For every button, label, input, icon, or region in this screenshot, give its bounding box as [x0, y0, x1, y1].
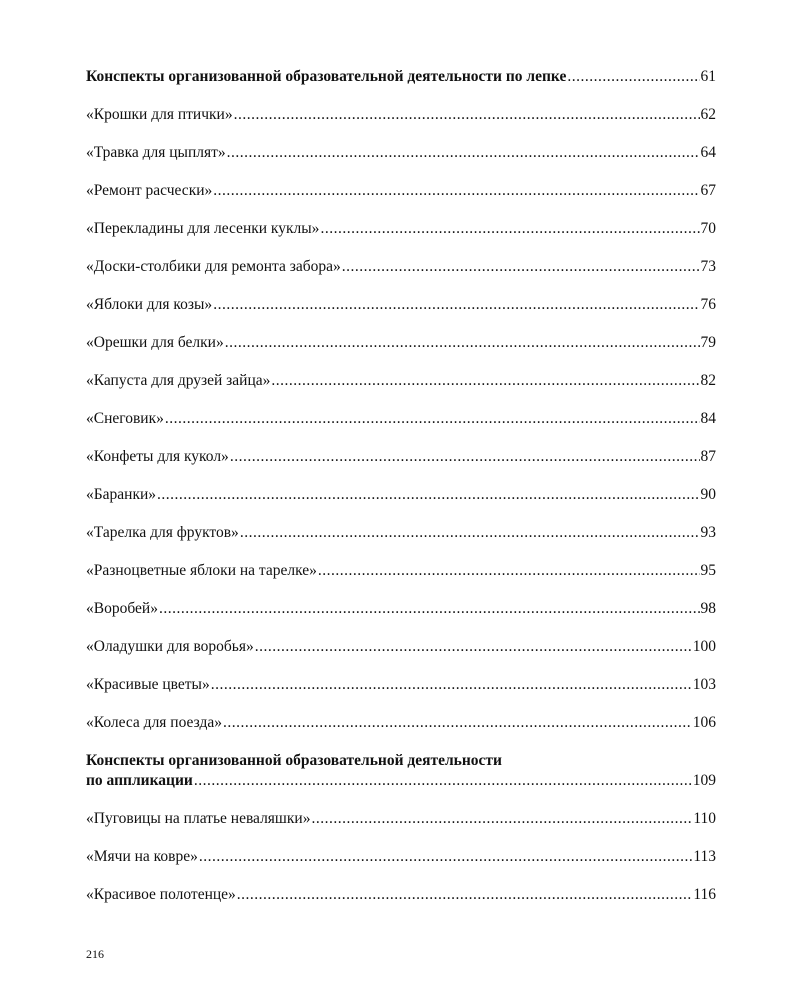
toc-entry — [86, 295, 716, 315]
toc-leader-dots — [157, 485, 699, 505]
toc-entry-title: «Конфеты для кукол» — [86, 448, 229, 465]
toc-entry-page: 95 — [700, 562, 716, 579]
toc-entry-title: «Перекладины для лесенки куклы» — [86, 220, 320, 237]
toc-applique-section — [86, 809, 716, 905]
toc-entry — [86, 67, 716, 87]
toc-leader-dots — [230, 447, 700, 467]
toc-leader-dots — [234, 105, 700, 125]
toc-leader-dots — [159, 599, 700, 619]
toc-entry-title: «Воробей» — [86, 600, 158, 617]
toc-leader-dots — [271, 371, 699, 391]
toc-leader-dots — [213, 295, 699, 315]
toc-leader-dots — [342, 257, 700, 277]
toc-entry — [86, 885, 716, 905]
toc-leader-dots — [237, 885, 693, 905]
toc-entry — [86, 333, 716, 353]
toc-entry-page: 109 — [692, 772, 716, 789]
toc-entry-page: 103 — [692, 676, 716, 693]
toc-entry — [86, 675, 716, 695]
toc-leader-dots — [255, 637, 692, 657]
toc-entry — [86, 371, 716, 391]
toc-entry — [86, 105, 716, 125]
toc-entry-page: 113 — [693, 848, 716, 865]
toc-entry-title: «Яблоки для козы» — [86, 296, 213, 313]
toc-entry-title: «Пуговицы на платье неваляшки» — [86, 810, 311, 827]
toc-leader-dots — [225, 333, 700, 353]
toc-entry-title: «Снеговик» — [86, 410, 164, 427]
toc-leader-dots — [318, 561, 700, 581]
toc-entry — [86, 409, 716, 429]
toc-entry-page: 100 — [692, 638, 716, 655]
toc-entry — [86, 219, 716, 239]
toc-entry-page: 61 — [700, 68, 716, 85]
toc-entry-title: «Капуста для друзей зайца» — [86, 372, 271, 389]
toc-entry — [86, 523, 716, 543]
toc-entry — [86, 809, 716, 829]
toc-entry — [86, 181, 716, 201]
toc-entry-title: «Баранки» — [86, 486, 157, 503]
toc-entry — [86, 599, 716, 619]
toc-entry-page: 70 — [700, 220, 716, 237]
toc-leader-dots — [211, 675, 692, 695]
toc-entry-title: «Ремонт расчески» — [86, 182, 213, 199]
toc-entry-page: 90 — [700, 486, 716, 503]
toc-entry-page: 116 — [693, 886, 716, 903]
toc-entry-page: 64 — [700, 144, 716, 161]
toc-leader-dots — [227, 143, 700, 163]
toc-entry-title: «Тарелка для фруктов» — [86, 524, 239, 541]
toc-leader-dots — [213, 181, 699, 201]
toc-entry — [86, 847, 716, 867]
toc-entry — [86, 143, 716, 163]
toc-entry — [86, 447, 716, 467]
toc-entry — [86, 637, 716, 657]
toc-entry-page: 62 — [700, 106, 716, 123]
toc-leader-dots — [320, 219, 699, 239]
toc-entry-page: 73 — [700, 258, 716, 275]
toc-entry-page: 87 — [700, 448, 716, 465]
toc-entry-page: 76 — [700, 296, 716, 313]
toc-entry-page: 84 — [700, 410, 716, 427]
toc-entry-title: «Доски-столбики для ремонта забора» — [86, 258, 341, 275]
toc-entry — [86, 561, 716, 581]
toc-entry-title-line2: по аппликации — [86, 772, 193, 789]
toc-leader-dots — [240, 523, 700, 543]
toc-entry-title: «Мячи на ковре» — [86, 848, 198, 865]
toc-entry-title: «Оладушки для воробья» — [86, 638, 254, 655]
toc-entry-page: 67 — [700, 182, 716, 199]
toc-entry-page: 110 — [693, 810, 716, 827]
toc-entry-page: 79 — [700, 334, 716, 351]
toc-entry-page: 93 — [700, 524, 716, 541]
table-of-contents — [86, 67, 716, 905]
toc-entry-title: «Разноцветные яблоки на тарелке» — [86, 562, 317, 579]
toc-leader-dots — [567, 67, 699, 87]
toc-leader-dots — [311, 809, 692, 829]
toc-entry-title: «Орешки для белки» — [86, 334, 224, 351]
toc-entry — [86, 257, 716, 277]
toc-leader-dots — [199, 847, 692, 867]
toc-entry-title: «Красивые цветы» — [86, 676, 210, 693]
toc-lepka-section — [86, 67, 716, 733]
toc-entry-page: 82 — [700, 372, 716, 389]
toc-entry-title: «Красивое полотенце» — [86, 886, 236, 903]
toc-leader-dots — [165, 409, 700, 429]
toc-leader-dots — [194, 771, 692, 791]
toc-entry-applique-heading — [86, 751, 716, 791]
toc-entry — [86, 713, 716, 733]
toc-entry-page: 98 — [700, 600, 716, 617]
toc-leader-dots — [223, 713, 692, 733]
toc-entry-title: «Травка для цыплят» — [86, 144, 226, 161]
toc-entry-title-line1: Конспекты организованной образовательной деятельности — [86, 752, 502, 769]
toc-entry-page: 106 — [692, 714, 716, 731]
toc-entry-title: «Крошки для птички» — [86, 106, 233, 123]
toc-entry — [86, 485, 716, 505]
toc-entry-title: Конспекты организованной образовательной деятельности по лепке — [86, 68, 567, 85]
toc-entry-title: «Колеса для поезда» — [86, 714, 222, 731]
page-number: 216 — [86, 947, 104, 961]
